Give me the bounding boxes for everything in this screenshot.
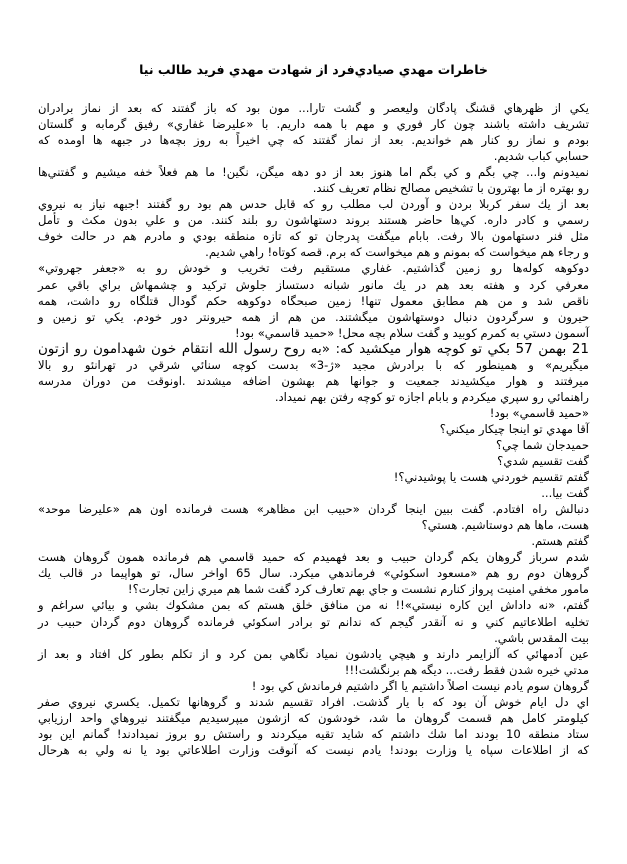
text-line: عين آدمهائي كه آلزايمر دارند و هيچي يادشون نمياد نگاهي بمن كرد و از تكلم بطور كل افتاد و بعد از: [38, 646, 589, 661]
text-line: مامور مخفي امنيت پرواز كنارم نشست و جاي بهم تعارف كرد گفت شما هم ميري زاين تجارت؟!: [127, 582, 589, 597]
text-line: ميرفتند و هوار ميكشيدند جمعيت و جوانها هم بهشون اضافه ميشدند .اونوقت من دوران مدرسه: [38, 373, 589, 388]
text-line: گروهان سوم يادم نيست اصلاً داشتيم يا اگر داشتيم فرماندش كي بود !: [251, 678, 589, 693]
text-line: گفتم، «نه داداش اين كاره نيستي»!! نه من منافق خلق هستم كه بمن مشكوك بشي و بيائي سراغم و: [38, 598, 589, 613]
text-line: اي دل ايام خوش آن بود كه با يار گذشت. افراد تقسيم شدند و گروهانها تكميل. يكسري نيروي صفر: [38, 694, 589, 709]
text-line: كيلومتر كامل هم قسمت گروهان ما شد، خودشون كه ازشون ميپرسيديم ميگفتند نيروهاي واحد ارزيابي: [38, 710, 589, 725]
text-line: ناقص شد و من هم مطابق معمول تنها! زمين صبحگاه دوكوهه حكم گودال قتلگاه رو داشت، همه: [38, 293, 589, 308]
text-line: گروهان دوم رو هم «مسعود اسكوئي» فرماندهي ميكرد. سال 65 اواخر سال، تو هواپيما در قالب يك: [38, 566, 589, 581]
text-line: بودم و نماز رو كنار هم خوانديم. بعد از نماز گفتند كه چي اخيراً به روز بچه‌ها در جبهه ها اومده كه: [38, 133, 589, 148]
text-line: حيرون و سرگردون دنبال دوستهاشون ميگشتند. من هم از همه حيرونتر دور خودم. يكي تو زمين و: [38, 309, 589, 324]
text-line: نميدونم وا... چي بگم و كي بگم اما هنوز بعد از دو دهه ميگن، نگين! ما هم فعلاً خفه ميشيم و گفتني‌ها: [38, 165, 589, 180]
text-line: دنبالش راه افتادم. گفت ببين اينجا گردان «حبيب ابن مظاهر» هست فرمانده اون هم «عليرضا موحد»: [38, 502, 589, 517]
text-line: هست، ماها هم دوستاشيم. هستي؟: [421, 518, 589, 533]
text-line: حميدجان شما چي؟: [496, 437, 589, 452]
text-line: تشريف داشته باشند چون كار فوري و مهم با همه داريم. با «عليرضا غفاري» رفيق گرمابه و گلستان: [38, 117, 589, 132]
text-line: رو بهتره از ما بهترون با تشخيص مصالح نظام تعريف كنند.: [312, 181, 589, 196]
text-line: حسابي كباب شديم.: [493, 149, 589, 164]
text-line: مدتي خيره شدن فقط رفت... ديگه هم برنگشت!!!: [344, 662, 589, 677]
document-title: خاطرات مهدي صيادي‌فرد از شهادت مهدي فريد طالب نيا: [139, 62, 488, 77]
text-line: و رجاء هم ميخواست كه بمونم و هم ميخواست كه برم. قصه كوتاه! راهي شديم.: [205, 245, 589, 260]
text-line: آقا مهدي تو اينجا چيكار ميكني؟: [439, 421, 589, 436]
text-line: كه از اطلاعات سپاه يا وزارت بودند! يادم نيست كه آنوقت وزارت اطلاعاتي بود يا نه ولي به هرحال: [38, 742, 589, 757]
text-line: معرفي كرد و هفته بعد هم در يك مانور شبانه دستساز جلوش تركيد و چشمهاش براي باقي عمر: [38, 277, 589, 292]
text-line: ميگيريم» و همينطور كه با برادرش مجيد «ژ-3» بدست كوچه سنائي شرقي در تهرانئو رو بالا: [38, 357, 589, 372]
text-line: گفتم تقسيم خوردني هست يا پوشيدني؟!: [393, 470, 589, 485]
text-line: «حميد قاسمي» بود!: [489, 405, 589, 420]
text-line: مثل فنر دستهامون بالا رفت. بابام ميگفت پدرجان تو كه تازه منطقه بودي و مادرم هم در حالت خوف: [38, 229, 589, 244]
text-line: شدم سرباز گروهان يكم گردان حبيب و بعد فهميدم كه حميد قاسمي هم فرمانده همون گروهان هست: [38, 550, 589, 565]
text-line: يكي از ظهرهاي قشنگ پادگان وليعصر و گشت تارا... مون بود كه باز گفتند كه بعد از نماز برادران: [38, 101, 589, 115]
text-line: گفت بيا...: [541, 486, 589, 501]
text-line: تخليه اطلاعاتيم كني و نه آنقدر گيجم كه ندانم تو برادر اسكوئي فرمانده گروهان دوم گردان حبيب در: [38, 614, 589, 629]
text-line: آسمون دستي به كمرم كوبيد و گفت سلام بچه محل! «حميد قاسمي» بود!: [234, 325, 589, 340]
text-line: راهنمائي رو سپري ميكردم و بابام اجازه تو كوچه رفتن بهم نميداد.: [274, 389, 589, 404]
text-line: ستاد منطقه 10 بودند اما شك داشتم كه شايد تقيه ميكردند و راستش رو بروز نميدادند! گمانم اين بود: [38, 726, 589, 741]
text-line: 21 بهمن 57 بكي تو كوچه هوار ميكشيد كه: «به روح رسول الله انتقام خون شهدامون رو ازتون: [38, 340, 589, 357]
text-line: گفتم هستم.: [531, 534, 589, 549]
document-body: [38, 100, 589, 758]
text-line: رسمي و كادر داره. كي‌ها حاضر هستند بروند دستهاشون رو بلند كنند. من و علي بدون مكث و تأمل: [38, 213, 589, 228]
text-line: بيت المقدس باشي.: [494, 630, 589, 645]
text-line: گفت تقسيم شدي؟: [497, 454, 589, 469]
text-line: بعد از يك سفر كربلا بردن و آوردن لب مطلب رو كه قابل حدس هم بود رو گفتند !جبهه نياز به نيروي: [38, 197, 589, 212]
text-line: دوكوهه كوله‌ها رو زمين گذاشتيم. غفاري مستقيم رفت تخريب و خودش رو به «جعفر جهروتي»: [38, 261, 589, 276]
